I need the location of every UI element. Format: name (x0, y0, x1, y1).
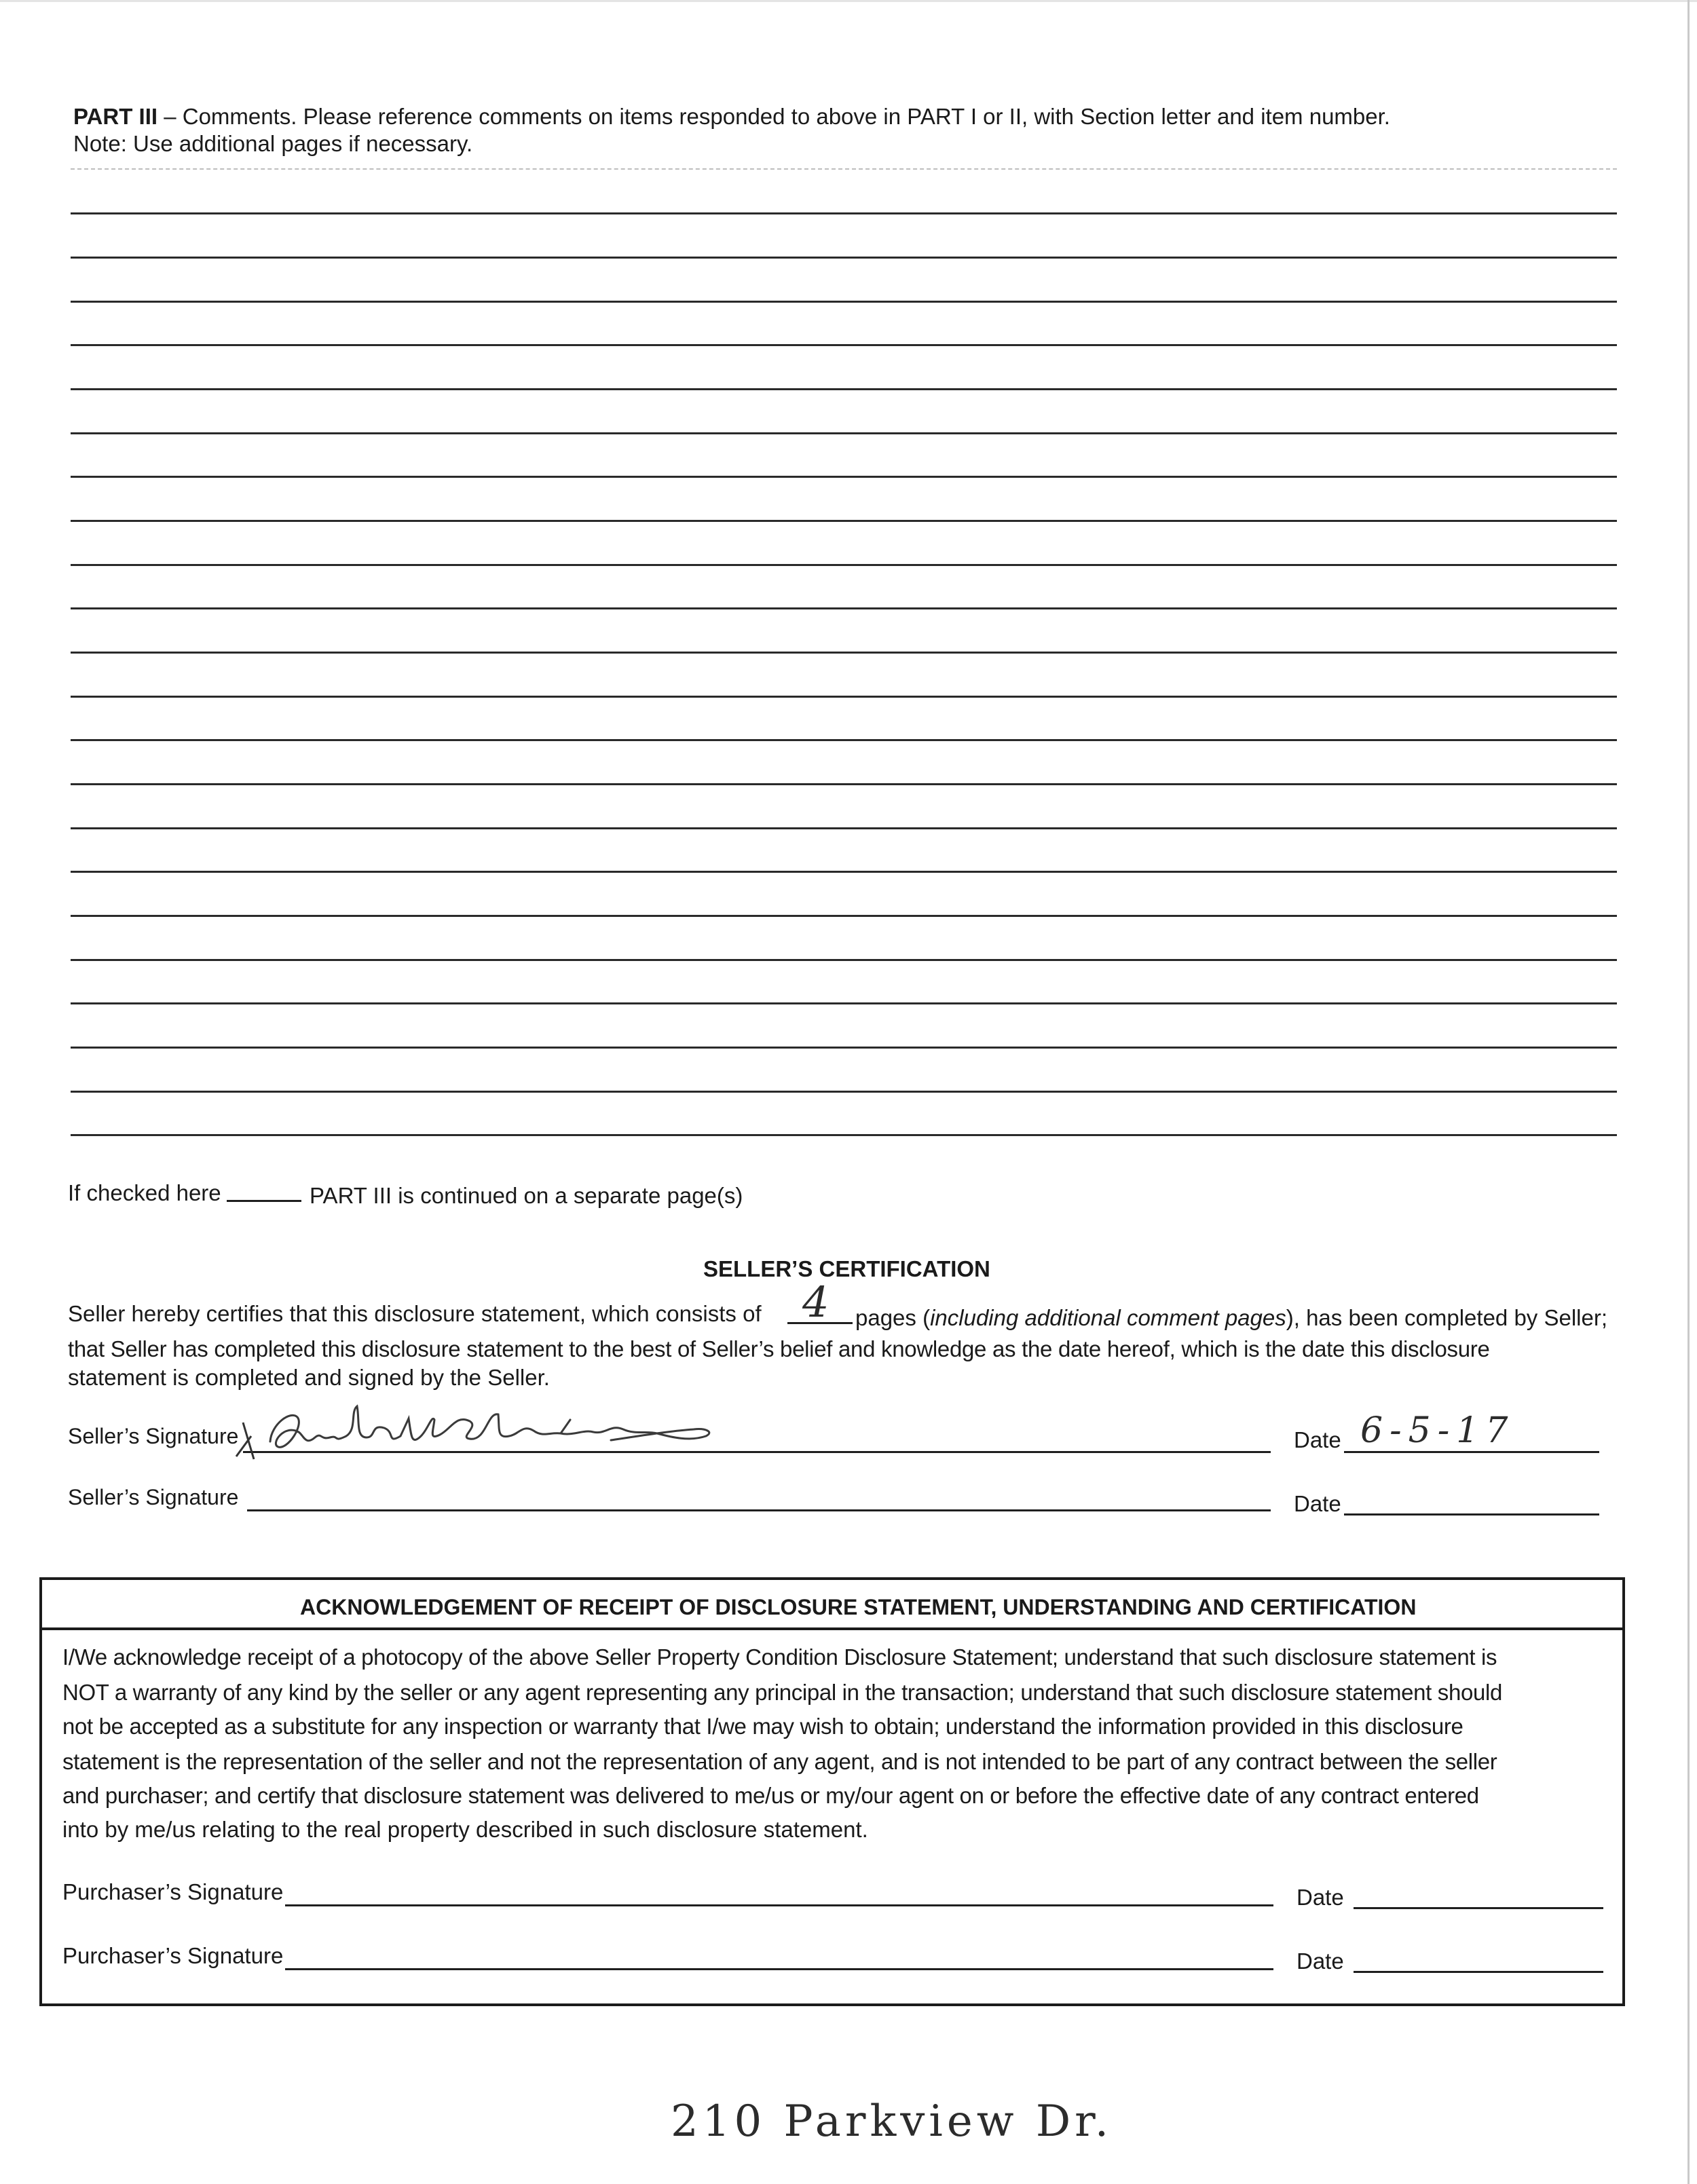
comment-line[interactable] (71, 212, 1617, 214)
comment-line[interactable] (71, 871, 1617, 873)
seller-date-handwritten: 6-5-17 (1360, 1410, 1515, 1451)
line1-italic: including additional comment pages (930, 1305, 1286, 1330)
certification-line1-post (855, 1303, 1607, 1333)
comment-line[interactable] (71, 1091, 1617, 1093)
line1-post-b: ), has been completed by Seller; (1286, 1305, 1608, 1330)
comment-line[interactable] (71, 652, 1617, 654)
comment-line[interactable] (71, 520, 1617, 522)
comment-line[interactable] (71, 1134, 1617, 1136)
seller-certification-title: SELLER’S CERTIFICATION (703, 1256, 990, 1281)
seller-signature-label-2: Seller’s Signature (68, 1485, 239, 1509)
part3-heading (73, 102, 1390, 132)
certification-line3: statement is completed and signed by the Seller. (68, 1365, 550, 1390)
comment-line[interactable] (71, 915, 1617, 917)
acknowledgement-line: not be accepted as a substitute for any inspection or warranty that I/we may wish to obtain; understand the information provided in this disclosure (62, 1714, 1463, 1739)
acknowledgement-title-divider (42, 1627, 1622, 1630)
comment-line[interactable] (71, 388, 1617, 390)
purchaser-signature-label-2: Purchaser’s Signature (62, 1943, 284, 1968)
comment-line[interactable] (71, 739, 1617, 741)
comment-line[interactable] (71, 257, 1617, 259)
part3-label: PART III (73, 104, 158, 129)
certification-line2: that Seller has completed this disclosure statement to the best of Seller’s belief and knowledge as the date hereof, which is the date this disclosure (68, 1336, 1490, 1361)
comment-line[interactable] (71, 1002, 1617, 1004)
part3-note: Note: Use additional pages if necessary. (73, 131, 473, 156)
comment-line[interactable] (71, 696, 1617, 698)
faint-dashed-rule (71, 168, 1617, 170)
seller-signature-handwritten (231, 1397, 720, 1465)
page-count-handwritten: 4 (802, 1277, 829, 1327)
purchaser-signature-line-1[interactable] (285, 1904, 1273, 1906)
comment-line[interactable] (71, 783, 1617, 785)
scan-top-edge (0, 0, 1697, 2)
scan-right-edge (1687, 0, 1690, 2184)
continued-prefix: If checked here (68, 1180, 221, 1205)
seller-date-label-2: Date (1294, 1491, 1341, 1516)
continued-suffix: PART III is continued on a separate page(s) (310, 1183, 743, 1208)
handwritten-address: 210 Parkview Dr. (671, 2096, 1113, 2147)
comment-line[interactable] (71, 959, 1617, 961)
acknowledgement-title: ACKNOWLEDGEMENT OF RECEIPT OF DISCLOSURE STATEMENT, UNDERSTANDING AND CERTIFICATION (300, 1595, 1417, 1619)
comment-line[interactable] (71, 564, 1617, 566)
seller-date-line-1[interactable] (1344, 1451, 1599, 1453)
acknowledgement-line: I/We acknowledge receipt of a photocopy of the above Seller Property Condition Disclosure Statement; understand that such disclosure statement is (62, 1644, 1497, 1670)
seller-signature-line-2[interactable] (247, 1509, 1271, 1511)
part3-heading-text: – Comments. Please reference comments on items responded to above in PART I or II, with Section letter and item number. (157, 104, 1390, 129)
comment-line[interactable] (71, 827, 1617, 829)
purchaser-date-label-2: Date (1297, 1948, 1344, 1974)
line1-post-a: pages ( (855, 1305, 931, 1330)
continued-checkbox-blank[interactable] (227, 1200, 301, 1202)
purchaser-date-line-1[interactable] (1354, 1907, 1603, 1909)
comment-line[interactable] (71, 301, 1617, 303)
comment-line[interactable] (71, 607, 1617, 609)
comment-line[interactable] (71, 476, 1617, 478)
purchaser-signature-line-2[interactable] (285, 1968, 1273, 1970)
purchaser-date-line-2[interactable] (1354, 1971, 1603, 1973)
purchaser-signature-label-1: Purchaser’s Signature (62, 1879, 284, 1904)
comment-line[interactable] (71, 344, 1617, 346)
comment-line[interactable] (71, 1047, 1617, 1049)
acknowledgement-line: statement is the representation of the seller and not the representation of any agent, and is not intended to be part of any contract between the seller (62, 1749, 1497, 1774)
acknowledgement-line: NOT a warranty of any kind by the seller or any agent representing any principal in the transaction; understand that such disclosure statement should (62, 1680, 1502, 1705)
seller-date-label-1: Date (1294, 1427, 1341, 1452)
comment-line[interactable] (71, 432, 1617, 434)
acknowledgement-line: into by me/us relating to the real property described in such disclosure statement. (62, 1817, 868, 1842)
seller-signature-label-1: Seller’s Signature (68, 1424, 239, 1448)
certification-line1-pre: Seller hereby certifies that this disclosure statement, which consists of (68, 1301, 762, 1326)
acknowledgement-line: and purchaser; and certify that disclosure statement was delivered to me/us or my/our agent on or before the effective date of any contract entered (62, 1783, 1479, 1808)
seller-date-line-2[interactable] (1344, 1513, 1599, 1515)
purchaser-date-label-1: Date (1297, 1885, 1344, 1910)
